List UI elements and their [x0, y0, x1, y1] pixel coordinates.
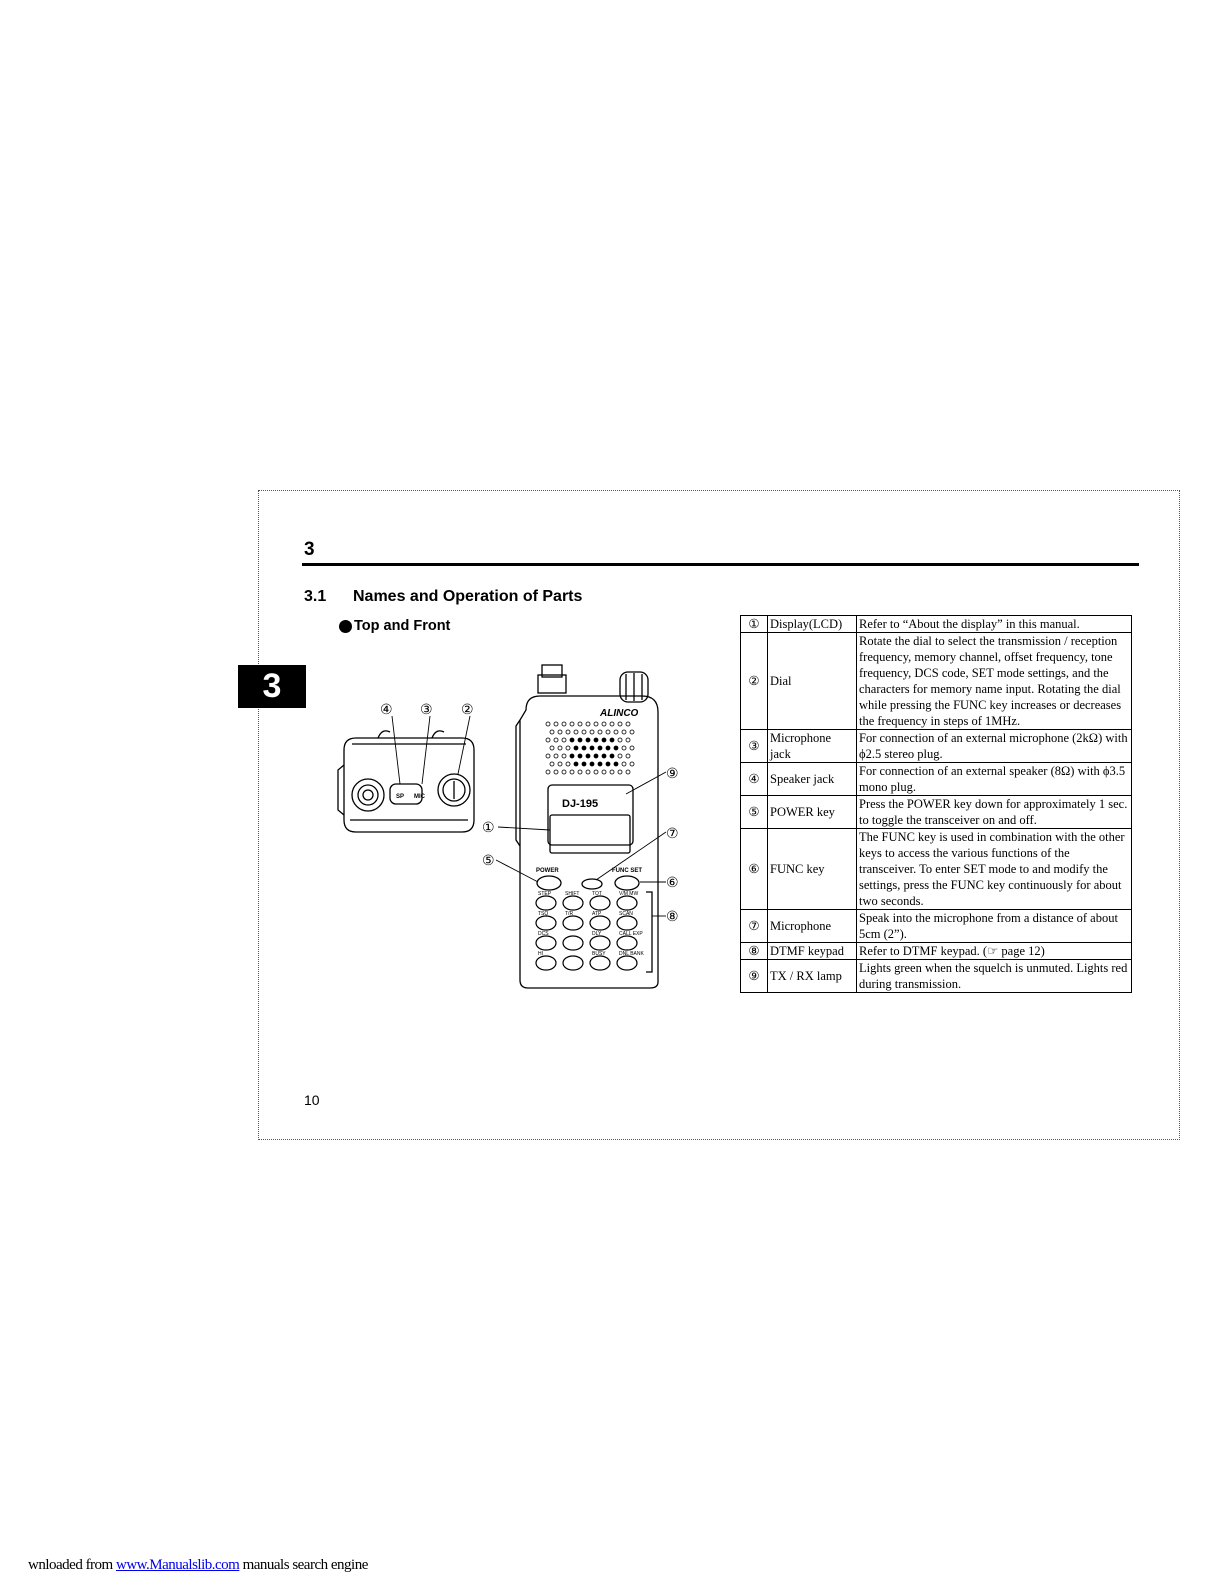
- subsection-label: Top and Front: [354, 618, 451, 634]
- speaker-hole: [626, 770, 630, 774]
- callout-6: ⑥: [666, 875, 679, 891]
- part-name: Microphone jack: [768, 730, 857, 763]
- speaker-hole: [602, 722, 606, 726]
- speaker-hole: [622, 730, 626, 734]
- speaker-hole: [602, 738, 606, 742]
- speaker-hole: [578, 754, 582, 758]
- keypad-key: [590, 936, 610, 950]
- keypad-key: [617, 956, 637, 970]
- callout-5: ⑤: [482, 853, 495, 869]
- speaker-hole: [554, 770, 558, 774]
- keypad-key-label: CALL EXP: [619, 931, 643, 937]
- speaker-hole: [610, 770, 614, 774]
- speaker-hole: [594, 722, 598, 726]
- part-name: DTMF keypad: [768, 943, 857, 960]
- keypad-key-label: V/M MW: [619, 891, 639, 897]
- speaker-hole: [586, 738, 590, 742]
- keypad-key: [617, 936, 637, 950]
- chapter-number: 3: [304, 539, 315, 560]
- speaker-hole: [570, 738, 574, 742]
- keypad-key-label: TSQ: [538, 911, 549, 917]
- speaker-hole: [630, 730, 634, 734]
- speaker-hole: [622, 746, 626, 750]
- speaker-hole: [606, 730, 610, 734]
- keypad-key: [563, 936, 583, 950]
- part-number: ②: [741, 633, 768, 730]
- speaker-hole: [602, 770, 606, 774]
- dtmf-keypad: [536, 891, 644, 970]
- footer-note: [28, 1557, 368, 1574]
- speaker-hole: [562, 754, 566, 758]
- section-title: Names and Operation of Parts: [353, 588, 583, 605]
- footer-prefix: wnloaded from: [28, 1557, 116, 1573]
- callout-4: ④: [380, 702, 393, 718]
- speaker-hole: [546, 770, 550, 774]
- radio-top-view: [338, 731, 474, 832]
- speaker-hole: [562, 722, 566, 726]
- speaker-hole: [598, 730, 602, 734]
- keypad-key: [590, 956, 610, 970]
- parts-row: [741, 943, 1132, 960]
- part-name: FUNC key: [768, 829, 857, 910]
- part-description: Speak into the microphone from a distance of about 5cm (2”).: [857, 910, 1132, 943]
- keypad-key: [536, 916, 556, 930]
- callout-2: ②: [461, 702, 474, 718]
- speaker-hole: [590, 730, 594, 734]
- parts-row: [741, 829, 1132, 910]
- part-description: Refer to DTMF keypad. (☞ page 12): [857, 943, 1132, 960]
- parts-row: [741, 633, 1132, 730]
- keypad-key: [617, 916, 637, 930]
- speaker-hole: [590, 746, 594, 750]
- speaker-hole: [574, 730, 578, 734]
- keypad-key: [536, 936, 556, 950]
- speaker-hole: [570, 754, 574, 758]
- speaker-hole: [554, 754, 558, 758]
- speaker-hole: [618, 722, 622, 726]
- speaker-hole: [566, 762, 570, 766]
- speaker-hole: [586, 722, 590, 726]
- speaker-hole: [590, 762, 594, 766]
- parts-table: [740, 615, 1132, 993]
- callout-1: ①: [482, 820, 495, 836]
- part-number: ⑧: [741, 943, 768, 960]
- keypad-key-label: DCS: [538, 931, 549, 937]
- speaker-hole: [614, 746, 618, 750]
- part-description: The FUNC key is used in combination with the other keys to access the various functions of the transceiver. To enter SET mode to and modify the settings, press the FUNC key continuously for about two seconds.: [857, 829, 1132, 910]
- part-description: For connection of an external speaker (8Ω) with ϕ3.5 mono plug.: [857, 763, 1132, 796]
- speaker-hole: [546, 754, 550, 758]
- speaker-hole: [614, 730, 618, 734]
- part-description: Refer to “About the display” in this manual.: [857, 616, 1132, 633]
- speaker-hole: [554, 738, 558, 742]
- part-name: Dial: [768, 633, 857, 730]
- part-number: ⑦: [741, 910, 768, 943]
- mic-jack-label: MIC: [414, 794, 425, 800]
- bullet-icon: [339, 620, 352, 633]
- part-description: Lights green when the squelch is unmuted. Lights red during transmission.: [857, 960, 1132, 993]
- keypad-key: [536, 896, 556, 910]
- speaker-hole: [566, 730, 570, 734]
- keypad-key-label: STEP: [538, 891, 552, 897]
- speaker-hole: [618, 738, 622, 742]
- part-name: Speaker jack: [768, 763, 857, 796]
- keypad-key-label: TOT: [592, 891, 602, 897]
- speaker-grille: [546, 722, 634, 774]
- speaker-hole: [630, 762, 634, 766]
- speaker-hole: [626, 722, 630, 726]
- func-key-label: FUNC SET: [612, 868, 642, 874]
- keypad-key-label: BUSY: [592, 951, 606, 957]
- speaker-hole: [558, 746, 562, 750]
- speaker-hole: [606, 746, 610, 750]
- speaker-hole: [598, 762, 602, 766]
- speaker-hole: [594, 754, 598, 758]
- part-number: ⑨: [741, 960, 768, 993]
- speaker-hole: [602, 754, 606, 758]
- speaker-hole: [570, 770, 574, 774]
- callout-7: ⑦: [666, 826, 679, 842]
- speaker-hole: [566, 746, 570, 750]
- part-number: ③: [741, 730, 768, 763]
- speaker-hole: [578, 722, 582, 726]
- keypad-key-label: SHIFT: [565, 891, 580, 897]
- footer-link[interactable]: www.Manualslib.com: [115, 1557, 240, 1573]
- parts-row: [741, 763, 1132, 796]
- keypad-key-label: HI: [538, 951, 543, 957]
- speaker-hole: [554, 722, 558, 726]
- keypad-key: [563, 896, 583, 910]
- speaker-hole: [550, 746, 554, 750]
- part-description: For connection of an external microphone (2kΩ) with ϕ2.5 stereo plug.: [857, 730, 1132, 763]
- keypad-key-label: DNL BANK: [619, 951, 644, 957]
- section-number: 3.1: [304, 588, 327, 605]
- part-number: ⑥: [741, 829, 768, 910]
- brand-logo: ALINCO: [600, 708, 639, 719]
- speaker-hole: [562, 770, 566, 774]
- keypad-key: [536, 956, 556, 970]
- callout-9: ⑨: [666, 766, 679, 782]
- part-description: Rotate the dial to select the transmission / reception frequency, memory channel, offset frequency, tone frequency, DCS code, SET mode settings, and the characters for memory name input. Rotating the dial while pressing the FUNC key increases or decreases the frequency in steps of 1MHz.: [857, 633, 1132, 730]
- speaker-hole: [586, 754, 590, 758]
- speaker-hole: [594, 770, 598, 774]
- keypad-key: [590, 916, 610, 930]
- parts-row: [741, 796, 1132, 829]
- keypad-key: [617, 896, 637, 910]
- speaker-hole: [546, 738, 550, 742]
- speaker-hole: [594, 738, 598, 742]
- speaker-hole: [550, 762, 554, 766]
- keypad-key: [590, 896, 610, 910]
- speaker-hole: [582, 762, 586, 766]
- speaker-hole: [630, 746, 634, 750]
- speaker-hole: [618, 770, 622, 774]
- speaker-hole: [578, 770, 582, 774]
- speaker-hole: [622, 762, 626, 766]
- speaker-hole: [558, 762, 562, 766]
- keypad-key-label: T/R: [565, 911, 574, 917]
- callout-3: ③: [420, 702, 433, 718]
- part-name: POWER key: [768, 796, 857, 829]
- parts-row: [741, 616, 1132, 633]
- speaker-hole: [618, 754, 622, 758]
- footer-suffix: manuals search engine: [239, 1557, 368, 1573]
- part-description: Press the POWER key down for approximately 1 sec. to toggle the transceiver on and off.: [857, 796, 1132, 829]
- part-name: TX / RX lamp: [768, 960, 857, 993]
- parts-row: [741, 910, 1132, 943]
- part-name: Display(LCD): [768, 616, 857, 633]
- keypad-key: [563, 956, 583, 970]
- speaker-hole: [626, 738, 630, 742]
- speaker-hole: [610, 722, 614, 726]
- speaker-hole: [546, 722, 550, 726]
- sp-jack-label: SP: [396, 794, 405, 800]
- speaker-hole: [550, 730, 554, 734]
- speaker-hole: [574, 746, 578, 750]
- power-key-label: POWER: [536, 868, 559, 874]
- model-name: DJ-195: [562, 798, 599, 810]
- chapter-rule: [302, 563, 1139, 566]
- speaker-hole: [586, 770, 590, 774]
- part-number: ④: [741, 763, 768, 796]
- chapter-side-tab: 3: [238, 665, 306, 708]
- subsection-heading: [339, 618, 450, 634]
- speaker-hole: [606, 762, 610, 766]
- speaker-hole: [570, 722, 574, 726]
- keypad-key-label: SCAN: [619, 911, 633, 917]
- part-name: Microphone: [768, 910, 857, 943]
- speaker-hole: [626, 754, 630, 758]
- speaker-hole: [582, 730, 586, 734]
- speaker-hole: [582, 746, 586, 750]
- keypad-key: [563, 916, 583, 930]
- speaker-hole: [558, 730, 562, 734]
- parts-row: [741, 960, 1132, 993]
- callout-8: ⑧: [666, 909, 679, 925]
- speaker-hole: [562, 738, 566, 742]
- speaker-hole: [610, 754, 614, 758]
- speaker-hole: [610, 738, 614, 742]
- speaker-hole: [574, 762, 578, 766]
- part-number: ⑤: [741, 796, 768, 829]
- parts-row: [741, 730, 1132, 763]
- keypad-key-label: DLY: [592, 931, 602, 937]
- page-number: 10: [304, 1092, 320, 1108]
- part-number: ①: [741, 616, 768, 633]
- keypad-key-label: ATP: [592, 911, 602, 917]
- speaker-hole: [614, 762, 618, 766]
- speaker-hole: [598, 746, 602, 750]
- radio-diagram: [330, 660, 700, 1000]
- speaker-hole: [578, 738, 582, 742]
